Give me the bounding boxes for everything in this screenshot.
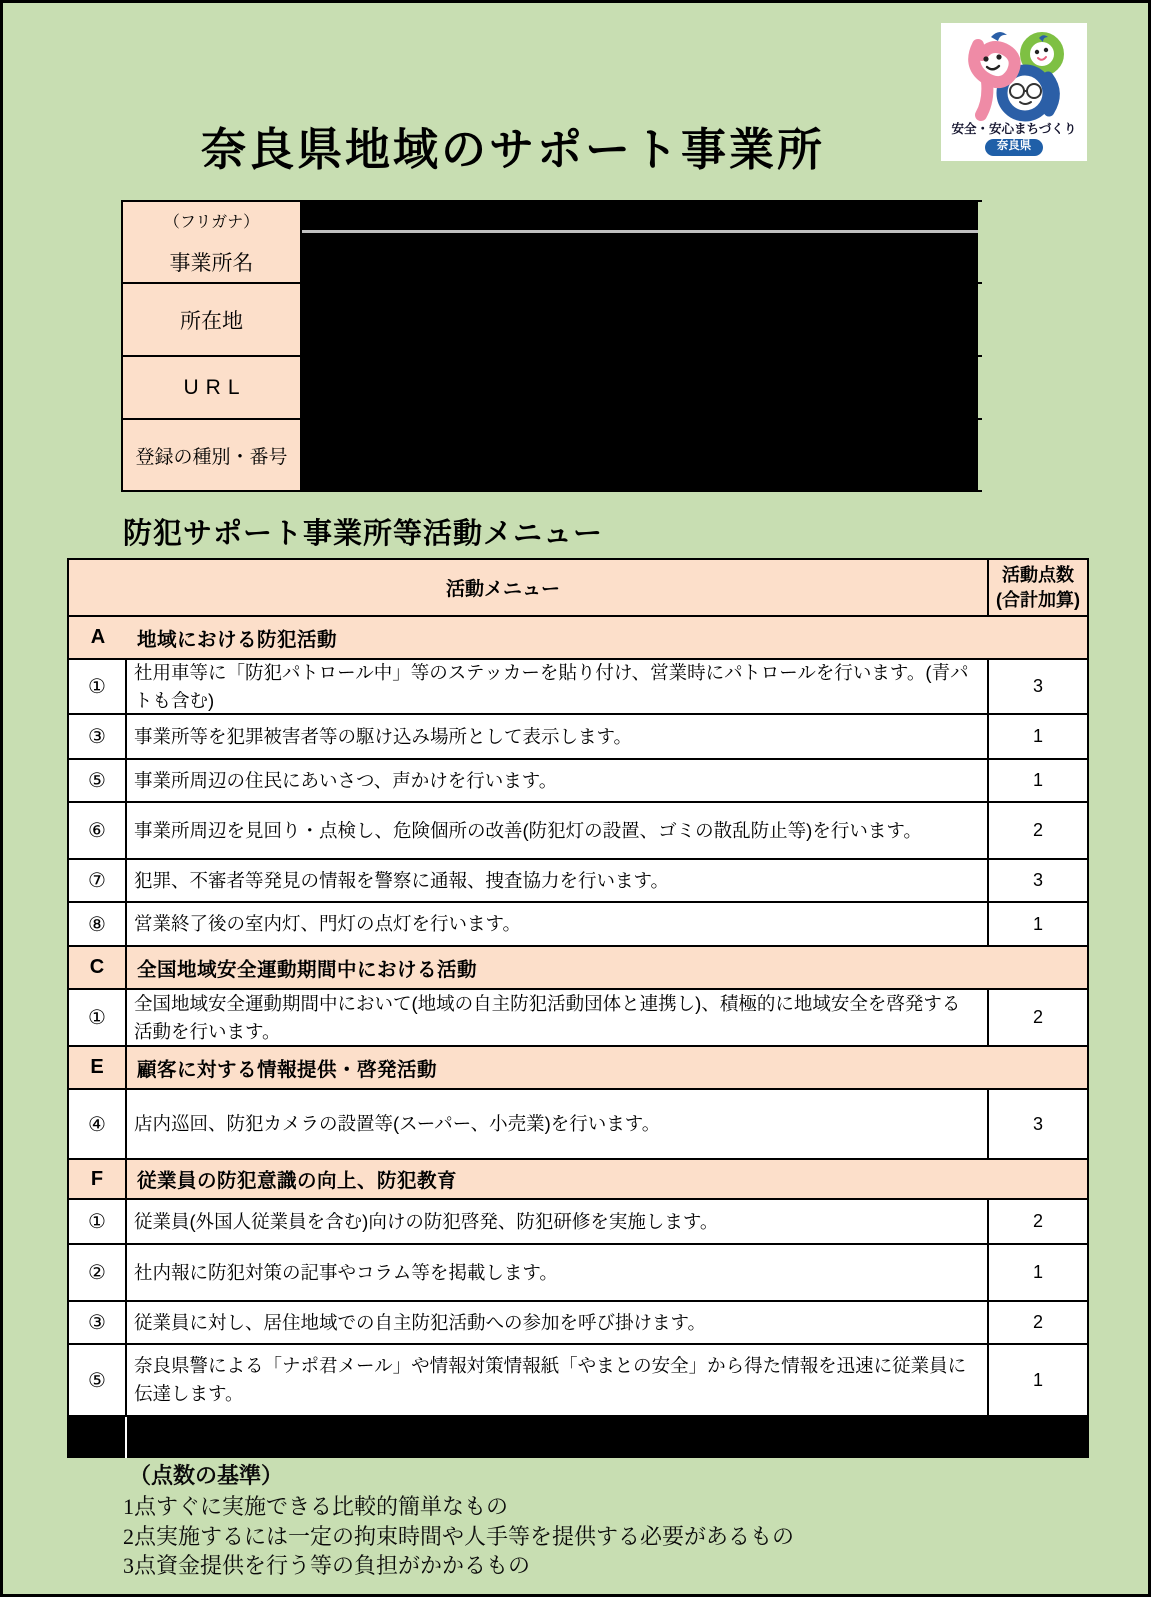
menu-section-row (69, 1158, 1087, 1198)
activity-text: 店内巡回、防犯カメラの設置等(スーパー、小売業)を行います。 (127, 1090, 989, 1158)
points-value: 1 (1032, 770, 1043, 790)
mascot-characters-icon (953, 25, 1075, 123)
section-title: 全国地域安全運動期間中における活動 (137, 958, 478, 981)
points-value: 1 (1032, 913, 1043, 934)
business-info-table (121, 200, 982, 492)
menu-item-row (69, 713, 1087, 758)
menu-item-row (69, 1343, 1087, 1415)
column-header-activity: 活動メニュー (69, 560, 989, 615)
notes-line-1: 1点すぐに実施できる比較的簡単なもの (123, 1494, 509, 1520)
address-label: 所在地 (123, 284, 302, 355)
activity-text: 全国地域安全運動期間中において(地域の自主防犯活動団体と連携し)、積極的に地域安全を啓発する活動を行います。 (127, 990, 989, 1045)
item-number: ③ (69, 1302, 127, 1343)
item-number: ① (69, 990, 127, 1045)
form-row-address (123, 284, 982, 357)
menu-item-row (69, 1300, 1087, 1343)
activity-menu-table (67, 558, 1089, 1458)
item-number: ⑥ (69, 803, 127, 858)
section-letter: E (69, 1047, 127, 1088)
item-number: ⑦ (69, 860, 127, 901)
points-value: 1 (1032, 1262, 1043, 1282)
menu-section-row (69, 615, 1087, 658)
registration-label: 登録の種別・番号 (123, 420, 302, 490)
section-title: 地域における防犯活動 (137, 628, 338, 651)
activity-text: 社内報に防犯対策の記事やコラム等を掲載します。 (127, 1245, 989, 1300)
notes-line-3: 3点資金提供を行う等の負担がかかるもの (123, 1552, 531, 1578)
item-number: ② (69, 1245, 127, 1300)
menu-item-row (69, 1198, 1087, 1243)
section-letter: A (90, 626, 106, 648)
section-title: 顧客に対する情報提供・啓発活動 (137, 1058, 438, 1081)
points-value: 3 (1032, 870, 1043, 890)
points-value: 1 (1032, 726, 1043, 746)
furigana-label: （フリガナ） (163, 214, 260, 231)
item-number: ① (69, 1200, 127, 1243)
section-title: 従業員の防犯意識の向上、防犯教育 (137, 1170, 458, 1192)
form-row-registration (123, 420, 982, 490)
menu-item-row (69, 988, 1087, 1045)
column-header-points (989, 560, 1087, 615)
menu-item-row (69, 758, 1087, 801)
menu-table-header-row (69, 560, 1087, 615)
activity-text: 従業員(外国人従業員を含む)向けの防犯啓発、防犯研修を実施します。 (127, 1200, 989, 1243)
activity-text: 事業所等を犯罪被害者等の駆け込み場所として表示します。 (127, 715, 989, 758)
form-row-business-name (123, 202, 982, 284)
points-value: 3 (1032, 1113, 1043, 1134)
points-criteria-notes (123, 1461, 794, 1580)
url-value-redacted (302, 357, 978, 418)
activity-text: 犯罪、不審者等発見の情報を警察に通報、捜査協力を行います。 (127, 860, 989, 901)
business-name-value-redacted (302, 202, 978, 282)
activity-text: 営業終了後の室内灯、門灯の点灯を行います。 (127, 903, 989, 945)
points-value: 3 (1032, 676, 1043, 696)
address-value-redacted (302, 284, 978, 355)
menu-item-row (69, 658, 1087, 713)
menu-heading: 防犯サポート事業所等活動メニュー (123, 518, 604, 550)
points-value: 2 (1032, 1007, 1043, 1027)
column-header-points-line2: (合計加算) (996, 589, 1080, 610)
item-number: ① (69, 660, 127, 713)
activity-text: 社用車等に「防犯パトロール中」等のステッカーを貼り付け、営業時にパトロールを行います。(青パトも含む) (127, 660, 989, 713)
menu-section-row (69, 1045, 1087, 1088)
section-letter: F (69, 1160, 127, 1198)
business-name-label-cell (123, 202, 302, 282)
notes-line-2: 2点実施するには一定の拘束時間や人手等を提供する必要があるもの (123, 1523, 795, 1549)
item-number: ⑧ (69, 903, 127, 945)
notes-heading: （点数の基準） (129, 1463, 284, 1488)
url-label: URL (123, 357, 302, 418)
furigana-divider-line (302, 230, 978, 233)
activity-text: 事業所周辺の住民にあいさつ、声かけを行います。 (127, 760, 989, 801)
menu-item-row (69, 858, 1087, 901)
menu-item-row (69, 801, 1087, 858)
points-value: 2 (1032, 1211, 1043, 1231)
logo-badge-nara: 奈良県 (985, 139, 1044, 156)
activity-text: 従業員に対し、居住地域での自主防犯活動への参加を呼び掛けます。 (127, 1302, 989, 1343)
menu-item-row (69, 901, 1087, 945)
business-name-label: 事業所名 (169, 252, 254, 275)
registration-value-redacted (302, 420, 978, 490)
item-number: ⑤ (69, 760, 127, 801)
form-row-url (123, 357, 982, 420)
column-header-points-line1: 活動点数 (1002, 565, 1074, 586)
page-title: 奈良県地域のサポート事業所 (200, 124, 825, 175)
item-number: ④ (69, 1090, 127, 1158)
points-value: 2 (1032, 820, 1043, 840)
menu-redacted-row (67, 1415, 1089, 1458)
points-value: 2 (1032, 1312, 1043, 1332)
activity-text: 奈良県警による「ナポ君メール」や情報対策情報紙「やまとの安全」から得た情報を迅速に従業員に伝達します。 (127, 1345, 989, 1415)
menu-item-row (69, 1088, 1087, 1158)
menu-section-row (69, 945, 1087, 988)
logo-caption: 安全・安心まちづくり (951, 122, 1077, 137)
redaction-divider-line (125, 1417, 127, 1458)
activity-text: 事業所周辺を見回り・点検し、危険個所の改善(防犯灯の設置、ゴミの散乱防止等)を行います。 (127, 803, 989, 858)
points-value: 1 (1032, 1369, 1043, 1390)
menu-item-row (69, 1243, 1087, 1300)
item-number: ⑤ (69, 1345, 127, 1415)
section-letter: C (69, 947, 127, 988)
item-number: ③ (69, 715, 127, 758)
